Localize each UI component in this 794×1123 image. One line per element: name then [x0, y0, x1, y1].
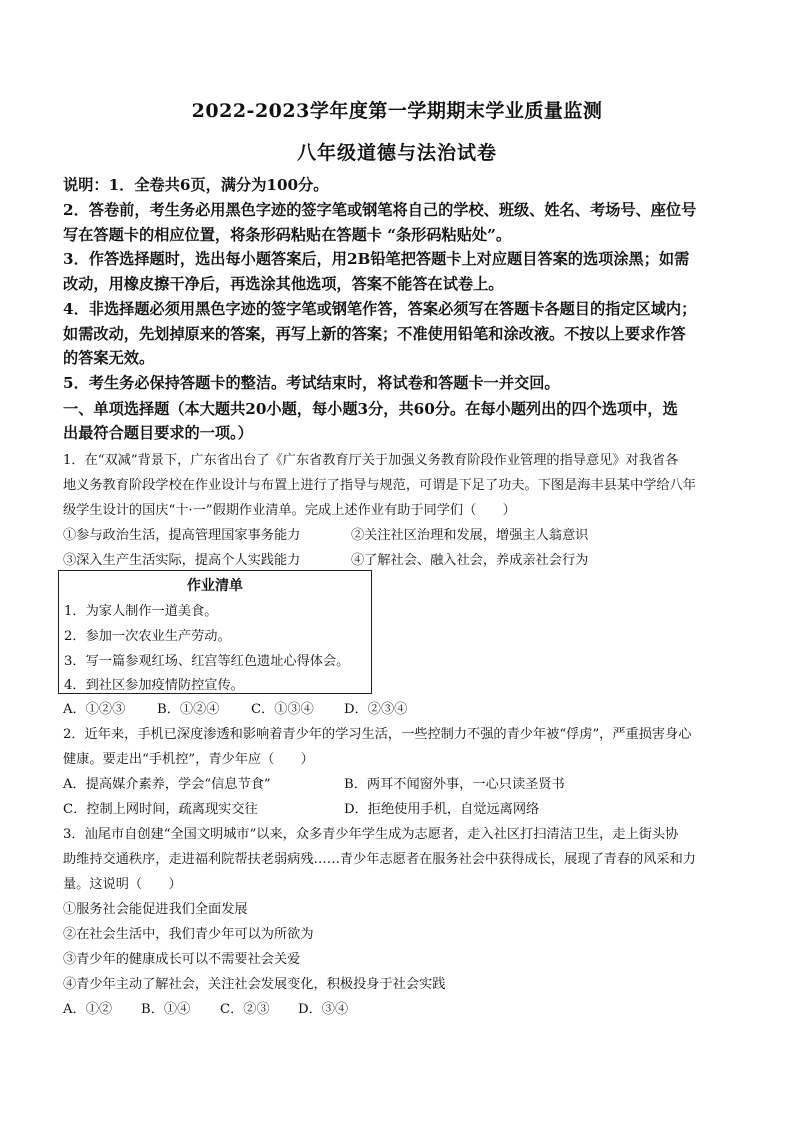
- answer-option-c: C．①③④: [251, 702, 314, 717]
- statement: ④了解社会、融入社会，养成亲社会行为: [351, 553, 589, 568]
- statement: ③深入生产生活实际，提高个人实践能力: [63, 553, 301, 568]
- question-text: 1．在“双减”背景下，广东省出台了《广东省教育厅关于加强义务教育阶段作业管理的指导意见》对我省各: [63, 453, 679, 468]
- instruction-line: 5．考生务必保持答题卡的整洁。考试结束时，将试卷和答题卡一并交回。: [63, 374, 560, 392]
- question-text: 2．近年来，手机已深度渗透和影响着青少年的学习生活，一些控制力不强的青少年被“俘虏”，严重损害身心: [63, 727, 692, 742]
- exam-subtitle: 八年级道德与法治试卷: [296, 142, 497, 164]
- instruction-line: 写在答题卡的相应位置，将条形码粘贴在答题卡 “条形码粘贴处”。: [63, 226, 512, 244]
- answer-option-b: B．①④: [141, 1002, 191, 1017]
- homework-list-title: 作业清单: [187, 578, 243, 594]
- homework-list-item: 3．写一篇参观红场、红宫等红色遗址心得体会。: [64, 654, 350, 669]
- statement: ④青少年主动了解社会，关注社会发展变化，积极投身于社会实践: [63, 977, 446, 992]
- question-text: 健康。要走出“手机控”，青少年应（ ）: [63, 752, 314, 767]
- homework-list-item: 1．为家人制作一道美食。: [64, 604, 218, 619]
- section-heading-line: 出最符合题目要求的一项。）: [63, 424, 253, 442]
- statement: ②关注社区治理和发展，增强主人翁意识: [351, 528, 589, 543]
- homework-list-item: 2．参加一次农业生产劳动。: [64, 629, 231, 644]
- statement: ①参与政治生活，提高管理国家事务能力: [63, 528, 301, 543]
- statement: ②在社会生活中，我们青少年可以为所欲为: [63, 927, 314, 942]
- instruction-line: 如需改动，先划掉原来的答案，再写上新的答案；不准使用铅笔和涂改液。不按以上要求作答: [63, 325, 686, 343]
- instruction-line: 4．非选择题必须用黑色字迹的签字笔或钢笔作答，答案必须写在答题卡各题目的指定区域内；: [63, 300, 697, 318]
- question-text: 3．汕尾市自创建“全国文明城市”以来，众多青少年学生成为志愿者，走入社区打扫清洁卫生，走上街头协: [63, 827, 679, 842]
- answer-option-b: B．①②④: [157, 702, 220, 717]
- answer-option-d: D．拒绝使用手机，自觉远离网络: [344, 802, 540, 817]
- instruction-line: 的答案无效。: [63, 349, 155, 367]
- question-text: 地义务教育阶段学校在作业设计与布置上进行了指导与规范，可谓是下足了功夫。下图是海丰县某中学给八年: [63, 478, 696, 493]
- section-heading-line: 一、单项选择题（本大题共20小题，每小题3分，共60分。在每小题列出的四个选项中，选: [63, 400, 678, 418]
- instruction-line: 改动，用橡皮擦干净后，再选涂其他选项，答案不能答在试卷上。: [63, 275, 504, 293]
- instruction-line: 说明：1．全卷共6页，满分为100分。: [63, 176, 329, 194]
- statement: ③青少年的健康成长可以不需要社会关爱: [63, 952, 301, 967]
- answer-option-a: A．提高媒介素养，学会“信息节食”: [63, 777, 271, 792]
- answer-option-b: B．两耳不闻窗外事，一心只读圣贤书: [344, 777, 565, 792]
- exam-title: 2022-2023学年度第一学期期末学业质量监测: [191, 100, 603, 122]
- question-text: 量。这说明（ ）: [63, 877, 182, 892]
- homework-list-item: 4．到社区参加疫情防控宣传。: [64, 678, 244, 693]
- answer-option-a: A．①②③: [63, 702, 126, 717]
- answer-option-d: D．③④: [298, 1002, 349, 1017]
- answer-option-c: C．②③: [220, 1002, 270, 1017]
- answer-option-d: D．②③④: [344, 702, 408, 717]
- question-text: 助维持交通秩序，走进福利院帮扶老弱病残……青少年志愿者在服务社会中获得成长，展现了青春的风采和力: [63, 852, 696, 867]
- statement: ①服务社会能促进我们全面发展: [63, 902, 248, 917]
- instruction-line: 2．答卷前，考生务必用黑色字迹的签字笔或钢笔将自己的学校、班级、姓名、考场号、座位号: [63, 201, 697, 219]
- answer-option-c: C．控制上网时间，疏离现实交往: [63, 802, 258, 817]
- question-text: 级学生设计的国庆“十·一”假期作业清单。完成上述作业有助于同学们（ ）: [63, 503, 516, 518]
- answer-option-a: A．①②: [63, 1002, 113, 1017]
- homework-list-box: [58, 570, 372, 694]
- instruction-line: 3．作答选择题时，选出每小题答案后，用2B铅笔把答题卡上对应题目答案的选项涂黑；如需: [63, 250, 690, 268]
